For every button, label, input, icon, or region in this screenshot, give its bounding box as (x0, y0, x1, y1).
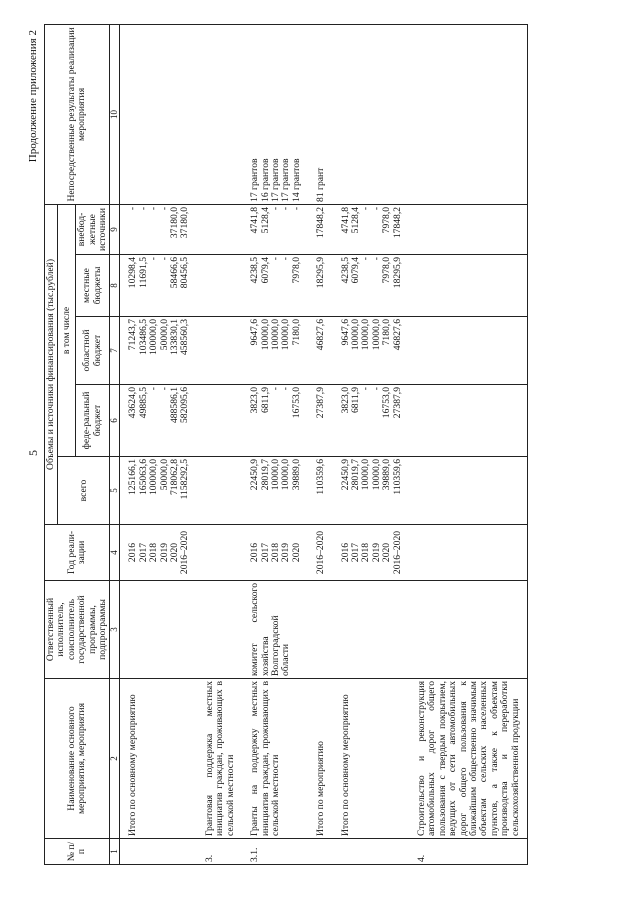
row-result (333, 24, 409, 204)
row-years (197, 525, 242, 581)
row-result (409, 24, 528, 204)
row-local: 10298,4 11691,5 - - 58466,6 80456,5 (120, 255, 197, 317)
row-local: 4238,5 6079,4 - - 7978,0 (242, 255, 308, 317)
header-responsible: Ответственный исполнитель, соисполнитель государственной программы, подпрограммы (45, 581, 110, 679)
column-number: 2 (110, 679, 120, 839)
row-name: Гранты на поддержку местных инициатив граждан, проживающих в сельской местности (242, 679, 308, 839)
row-years: 2016 2017 2018 2019 2020 2016–2020 (120, 525, 197, 581)
header-federal: феде-ральный бюджет (76, 385, 110, 457)
row-years (409, 525, 528, 581)
row-regional: 71243,7 103486,5 100000,0 50000,0 133830,1 458560,3 (120, 317, 197, 385)
row-local: 18295,9 (308, 255, 332, 317)
column-number: 3 (110, 581, 120, 679)
row-years: 2016–2020 (308, 525, 332, 581)
row-name: Итого по основному мероприятию (333, 679, 409, 839)
header-including: в том числе (58, 204, 76, 456)
row-name: Итого по мероприятию (308, 679, 332, 839)
row-total (409, 457, 528, 525)
row-federal: 3823,0 6811,9 - - 16753,0 (242, 385, 308, 457)
column-number: 9 (110, 204, 120, 254)
row-extrabudget: 4741,8 5128,4 - - - (242, 204, 308, 254)
row-local (409, 255, 528, 317)
column-number: 5 (110, 457, 120, 525)
header-results: Непосредственные результаты реализации мероприятия (45, 24, 110, 204)
row-number (333, 839, 409, 865)
row-responsible (197, 581, 242, 679)
page-number: 5 (26, 450, 40, 456)
header-num: № п/п (45, 839, 110, 865)
row-federal: 43624,0 49885,5 - - 488586,1 582095,6 (120, 385, 197, 457)
row-responsible (409, 581, 528, 679)
row-federal: 3823,0 6811,9 - - 16753,0 27387,9 (333, 385, 409, 457)
row-name: Итого по основному мероприятию (120, 679, 197, 839)
row-local: 4238,5 6079,4 - - 7978,0 18295,9 (333, 255, 409, 317)
row-result (197, 24, 242, 204)
row-result: 81 грант (308, 24, 332, 204)
header-year: Год реали-зации (45, 525, 110, 581)
row-regional (409, 317, 528, 385)
row-responsible (308, 581, 332, 679)
row-number (120, 839, 197, 865)
row-extrabudget (197, 204, 242, 254)
column-number: 1 (110, 839, 120, 865)
row-total: 22450,9 28019,7 10000,0 10000,0 39889,0 110359,6 (333, 457, 409, 525)
table-row (308, 24, 332, 864)
row-extrabudget (409, 204, 528, 254)
row-regional: 9647,6 10000,0 10000,0 10000,0 7180,0 46827,6 (333, 317, 409, 385)
row-total: 110359,6 (308, 457, 332, 525)
table-row (242, 24, 308, 864)
row-regional: 9647,6 10000,0 10000,0 10000,0 7180,0 (242, 317, 308, 385)
row-years: 2016 2017 2018 2019 2020 2016–2020 (333, 525, 409, 581)
row-number (308, 839, 332, 865)
column-number: 7 (110, 317, 120, 385)
row-total: 125166,1 165063,6 100000,0 50000,0 718062,8 1158292,5 (120, 457, 197, 525)
column-number: 8 (110, 255, 120, 317)
row-result (120, 24, 197, 204)
appendix-caption: Продолжение приложения 2 (27, 30, 39, 163)
row-name: Грантовая поддержка местных инициатив граждан, проживающих в сельской местности (197, 679, 242, 839)
table-row (333, 24, 409, 864)
row-number: 4. (409, 839, 528, 865)
table-row (120, 24, 197, 864)
row-regional: 46827,6 (308, 317, 332, 385)
header-total: всего (58, 457, 110, 525)
row-responsible (120, 581, 197, 679)
column-number: 4 (110, 525, 120, 581)
table-row (409, 24, 528, 864)
row-name: Строительство и реконструкция автомобильных дорог общего пользования с твердым покрытием, ведущих от сети автомобильных дорог общего пользования к ближайшим общественно значимым объектам сельских населенных пунктов, а также к объектам производства и переработки сельскохозяйственной продукции (409, 679, 528, 839)
header-extrabudget: внебюд-жетные источники (76, 204, 110, 254)
header-name: Наименование основного мероприятия, мероприятия (45, 679, 110, 839)
row-federal: 27387,9 (308, 385, 332, 457)
row-extrabudget: - - - - 37180,0 37180,0 (120, 204, 197, 254)
column-number: 6 (110, 385, 120, 457)
row-extrabudget: 17848,2 (308, 204, 332, 254)
header-financing: Объемы и источники финансирования (тыс.рублей) (45, 204, 58, 524)
row-responsible (333, 581, 409, 679)
row-number: 3.1. (242, 839, 308, 865)
financing-table (44, 24, 528, 865)
row-responsible: комитет сельского хозяйства Волгоградской области (242, 581, 308, 679)
column-number: 10 (110, 24, 120, 204)
row-years: 2016 2017 2018 2019 2020 (242, 525, 308, 581)
row-result: 17 грантов 16 грантов 17 грантов 17 грантов 14 грантов (242, 24, 308, 204)
header-regional: областной бюджет (76, 317, 110, 385)
row-regional (197, 317, 242, 385)
table-row (197, 24, 242, 864)
row-local (197, 255, 242, 317)
row-number: 3. (197, 839, 242, 865)
row-extrabudget: 4741,8 5128,4 - - 7978,0 17848,2 (333, 204, 409, 254)
row-total: 22450,9 28019,7 10000,0 10000,0 39889,0 (242, 457, 308, 525)
row-federal (409, 385, 528, 457)
row-federal (197, 385, 242, 457)
header-local: местные бюджеты (76, 255, 110, 317)
row-total (197, 457, 242, 525)
